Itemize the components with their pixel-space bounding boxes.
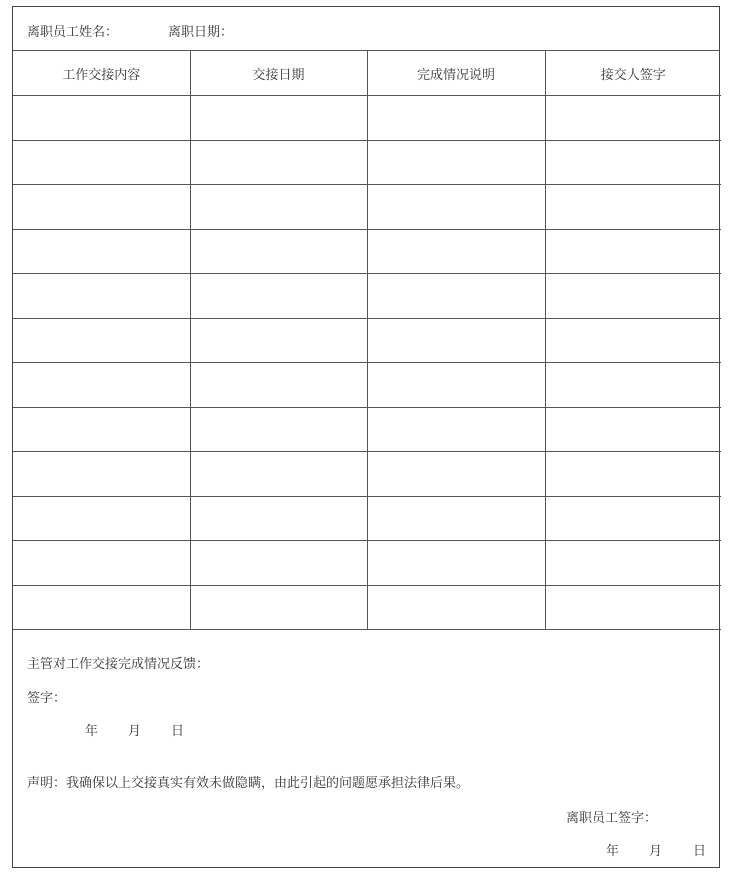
table-cell[interactable] [545, 585, 721, 630]
table-row [13, 229, 721, 274]
table-row [13, 541, 721, 586]
table-cell[interactable] [367, 496, 545, 541]
table-row [13, 496, 721, 541]
table-cell[interactable] [367, 318, 545, 363]
table-cell[interactable] [13, 96, 190, 141]
table-cell[interactable] [545, 407, 721, 452]
table-row [13, 363, 721, 408]
table-cell[interactable] [190, 185, 367, 230]
table-cell[interactable] [367, 229, 545, 274]
header-row [13, 7, 719, 51]
table-cell[interactable] [545, 229, 721, 274]
table-cell[interactable] [13, 407, 190, 452]
table-cell[interactable] [13, 229, 190, 274]
table-row [13, 274, 721, 319]
table-cell[interactable] [190, 452, 367, 497]
table-cell[interactable] [190, 140, 367, 185]
footer-section [13, 632, 719, 867]
table-cell[interactable] [545, 185, 721, 230]
table-cell[interactable] [13, 496, 190, 541]
table-header-row [13, 51, 721, 96]
feedback-month-label: 月 [128, 724, 142, 739]
table-cell[interactable] [367, 363, 545, 408]
declaration-year-label: 年 [606, 844, 620, 859]
table-cell[interactable] [190, 96, 367, 141]
table-row [13, 96, 721, 141]
leave-date-label: 离职日期： [168, 25, 234, 40]
table-cell[interactable] [13, 585, 190, 630]
table-cell[interactable] [190, 407, 367, 452]
table-cell[interactable] [13, 363, 190, 408]
table-cell[interactable] [190, 318, 367, 363]
employee-signature-label: 离职员工签字： [566, 811, 658, 826]
table-cell[interactable] [367, 541, 545, 586]
table-cell[interactable] [367, 96, 545, 141]
table-row [13, 452, 721, 497]
table-cell[interactable] [190, 585, 367, 630]
declaration-day-label: 日 [693, 844, 707, 859]
column-header-receiver-signature: 接交人签字 [545, 51, 721, 96]
column-header-content: 工作交接内容 [13, 51, 190, 96]
table-cell[interactable] [13, 452, 190, 497]
table-cell[interactable] [367, 140, 545, 185]
declaration-month-label: 月 [649, 844, 663, 859]
table-cell[interactable] [545, 274, 721, 319]
table-cell[interactable] [545, 96, 721, 141]
table-row [13, 318, 721, 363]
table-cell[interactable] [545, 318, 721, 363]
table-cell[interactable] [13, 185, 190, 230]
table-cell[interactable] [190, 496, 367, 541]
table-cell[interactable] [367, 185, 545, 230]
declaration-statement: 声明：我确保以上交接真实有效未做隐瞒，由此引起的问题愿承担法律后果。 [27, 776, 470, 791]
table-cell[interactable] [367, 274, 545, 319]
table-cell[interactable] [367, 452, 545, 497]
feedback-day-label: 日 [171, 724, 185, 739]
table-cell[interactable] [545, 363, 721, 408]
table-cell[interactable] [13, 274, 190, 319]
table-cell[interactable] [13, 541, 190, 586]
table-cell[interactable] [13, 318, 190, 363]
feedback-year-label: 年 [85, 724, 99, 739]
table-cell[interactable] [545, 140, 721, 185]
employee-name-label: 离职员工姓名： [27, 25, 119, 40]
table-cell[interactable] [545, 496, 721, 541]
table-cell[interactable] [367, 585, 545, 630]
table-cell[interactable] [545, 452, 721, 497]
column-header-date: 交接日期 [190, 51, 367, 96]
table-row [13, 585, 721, 630]
table-row [13, 185, 721, 230]
table-cell[interactable] [13, 140, 190, 185]
column-header-status: 完成情况说明 [367, 51, 545, 96]
table-cell[interactable] [190, 541, 367, 586]
table-row [13, 407, 721, 452]
table-cell[interactable] [367, 407, 545, 452]
supervisor-feedback-label: 主管对工作交接完成情况反馈： [27, 657, 210, 672]
handover-table [13, 51, 721, 630]
table-cell[interactable] [190, 274, 367, 319]
table-cell[interactable] [190, 229, 367, 274]
table-cell[interactable] [190, 363, 367, 408]
table-body [13, 96, 721, 630]
table-cell[interactable] [545, 541, 721, 586]
table-row [13, 140, 721, 185]
handover-form [12, 6, 720, 868]
feedback-signature-label: 签字： [27, 691, 67, 706]
